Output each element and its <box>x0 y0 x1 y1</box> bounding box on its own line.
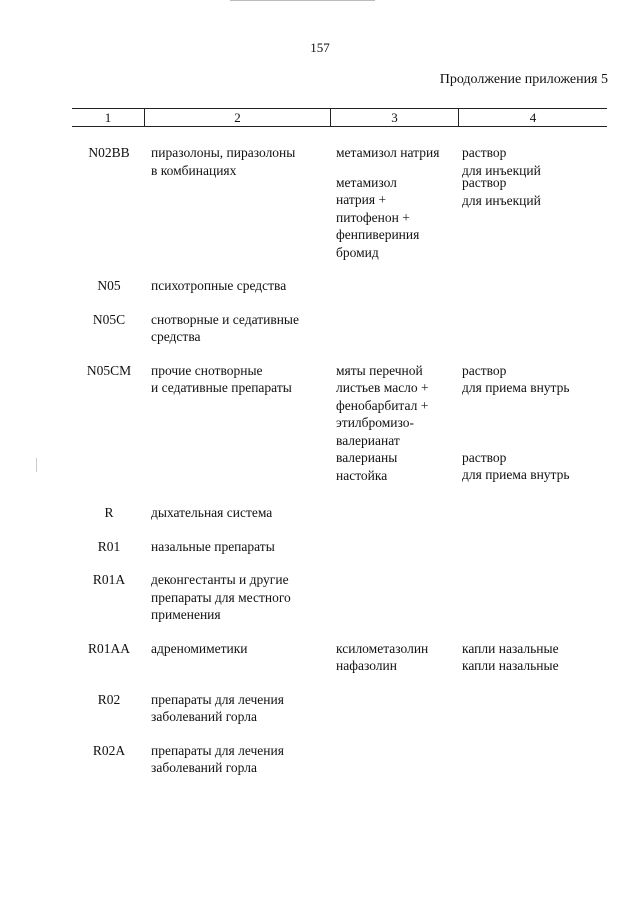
drug-name-cell <box>333 571 460 624</box>
dosage-form-cell <box>460 362 607 485</box>
table-row <box>72 504 607 522</box>
drug-name-cell <box>333 277 460 295</box>
dosage-form: раствор для приема внутрь <box>462 362 570 395</box>
atc-code: N05CM <box>86 362 132 378</box>
dosage-form: капли назальные <box>462 658 559 673</box>
drug-name-cell <box>333 691 460 726</box>
dosage-form-cell <box>460 742 607 777</box>
drug-name: валерианы настойка <box>336 450 398 483</box>
table-body <box>72 144 607 777</box>
dosage-form-cell <box>460 311 607 346</box>
column-header-1: 1 <box>72 109 145 126</box>
atc-group-name: прочие снотворные и седативные препараты <box>151 362 292 395</box>
table-row <box>72 691 607 726</box>
drug-name-cell <box>333 311 460 346</box>
drug-name: метамизол натрия + питофенон + фенпивериния бромид <box>336 174 420 260</box>
atc-group-name: препараты для лечения заболеваний горла <box>151 691 284 724</box>
table-header <box>72 108 607 127</box>
dosage-form-cell <box>460 571 607 624</box>
dosage-form: капли назальные <box>462 640 559 656</box>
table-row <box>72 144 607 261</box>
atc-code: R02A <box>92 742 126 758</box>
drug-name: нафазолин <box>336 658 397 673</box>
atc-group-name: дыхательная система <box>151 505 273 520</box>
table-row <box>72 742 607 777</box>
atc-code: N05 <box>97 278 121 293</box>
table-row <box>72 362 607 485</box>
atc-code: R01AA <box>87 640 130 656</box>
atc-group-name: адреномиметики <box>151 640 248 656</box>
dosage-form: раствор для приема внутрь <box>462 449 570 482</box>
atc-group-name: пиразолоны, пиразолоны в комбинациях <box>151 145 296 178</box>
table-row <box>72 640 607 675</box>
drug-name-cell <box>333 362 460 485</box>
top-edge-line <box>230 0 375 1</box>
margin-mark <box>36 458 37 472</box>
drug-name: метамизол натрия <box>336 145 440 160</box>
drug-name-cell <box>333 538 460 556</box>
atc-group-name: назальные препараты <box>151 538 275 554</box>
dosage-form-cell <box>460 691 607 726</box>
drug-name: мяты перечной листьев масло + фенобарбитал + этилбромизо- валерианат <box>336 362 429 448</box>
atc-group-name: препараты для лечения заболеваний горла <box>151 742 284 775</box>
atc-code: R <box>104 505 114 520</box>
dosage-form-cell <box>460 640 607 675</box>
appendix-continuation-title: Продолжение приложения 5 <box>439 72 608 87</box>
atc-code: R01A <box>92 572 126 587</box>
column-header-2: 2 <box>145 109 331 126</box>
drug-name-cell <box>333 144 460 261</box>
atc-group-name: деконгестанты и другие препараты для местного применения <box>151 572 291 622</box>
dosage-form-cell <box>460 538 607 556</box>
atc-code: N05C <box>92 311 126 327</box>
atc-code: N02BB <box>88 145 130 160</box>
atc-group-name: снотворные и седативные средства <box>151 311 299 344</box>
dosage-form: раствор для инъекций <box>462 175 541 208</box>
atc-code: R01 <box>97 538 121 554</box>
atc-code: R02 <box>97 691 121 707</box>
dosage-form-cell <box>460 504 607 522</box>
table-row <box>72 311 607 346</box>
dosage-form-cell <box>460 144 607 261</box>
dosage-form: раствор для инъекций <box>462 145 541 178</box>
atc-group-name: психотропные средства <box>151 278 287 293</box>
drug-name: ксилометазолин <box>336 640 429 656</box>
table-row <box>72 277 607 295</box>
drug-name-cell <box>333 640 460 675</box>
drug-name-cell <box>333 742 460 777</box>
column-header-3: 3 <box>331 109 459 126</box>
drug-name-cell <box>333 504 460 522</box>
table-row <box>72 571 607 624</box>
table-row <box>72 538 607 556</box>
column-header-4: 4 <box>529 110 537 125</box>
page-number: 157 <box>310 40 330 55</box>
dosage-form-cell <box>460 277 607 295</box>
